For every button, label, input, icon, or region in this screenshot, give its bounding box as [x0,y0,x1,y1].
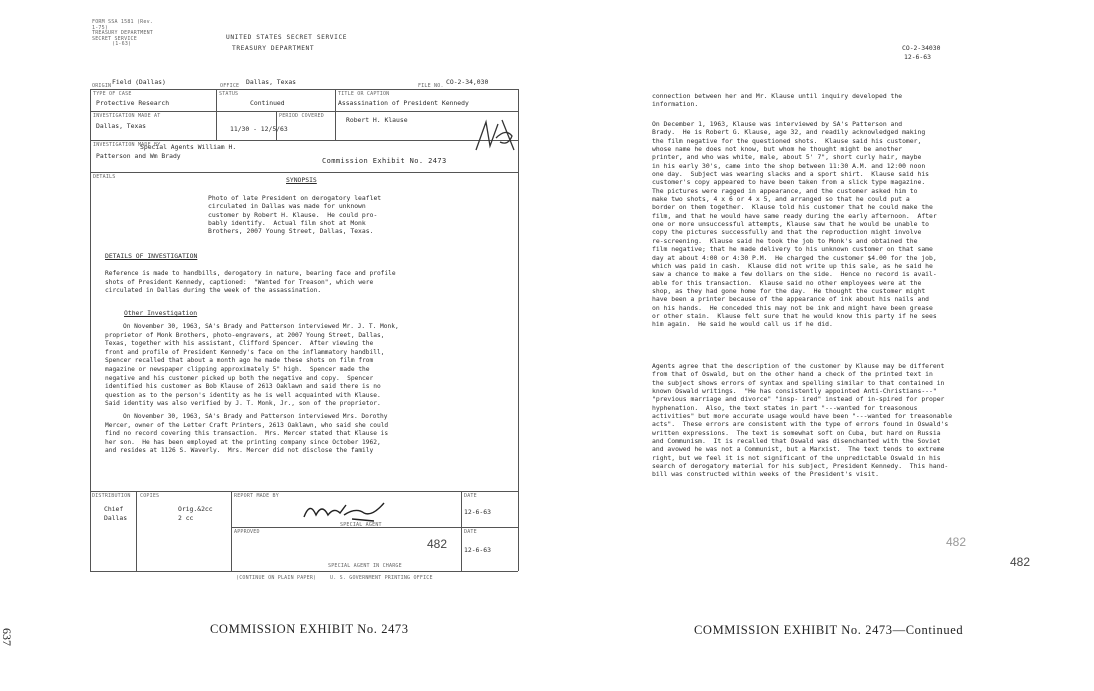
agent-signature [300,497,390,525]
details-line: shots of President Kennedy, captioned: "Wanted for Treason", which were [105,278,374,286]
other-investigation-heading: Other Investigation [124,309,198,317]
synopsis-line: Photo of late President on derogatory leaflet [208,194,382,202]
body-line: Said identity was also verified by J. T. Monk, Jr., son of the proprietor. [105,400,381,408]
office-value: Dallas, Texas [246,78,297,86]
synopsis-line: circulated in Dallas was made for unknown [208,202,366,211]
right-line: search of derogatory material for his subject, President Kennedy. This hand- [652,462,949,471]
right-line: have been a printer because of the appearance of ink about his nails and [652,295,930,304]
agency-title: UNITED STATES SECRET SERVICE [226,34,348,41]
right-line: On December 1, 1963, Klause was interviewed by SA's Patterson and [652,120,903,128]
right-document-page [540,0,1094,691]
investigation-made-by-label: INVESTIGATION MADE BY [93,142,161,148]
right-line: customer's copy appeared to have been taken from a slick type magazine. [652,178,926,187]
right-line: the film negative for the questioned shots. Klause said his customer, [652,136,922,145]
date-label-2: DATE [464,529,477,535]
right-line: Brady. He is Robert G. Klause, age 32, and readily acknowledged making [652,128,926,137]
footer-col-1 [136,491,137,571]
details-heading: DETAILS OF INVESTIGATION [105,252,198,260]
body-line: Texas, together with his assistant, Clifford Spencer. After viewing the [105,340,374,348]
office-label: OFFICE [220,83,240,89]
right-line: copy the pictures successfully and that the reproduction might involve [652,228,922,237]
details-line: Reference is made to handbills, derogatory in nature, bearing face and profile [105,270,396,277]
details-label: DETAILS [93,174,116,180]
footer-bottom-border [90,571,518,572]
right-intro [652,92,902,109]
right-line: written expressions. The text is somewhat soft on Cuba, but hard on Russia [652,428,941,437]
right-line: border on them together. Klause told his customer that he could make the [652,203,933,212]
form-top-border [90,89,518,90]
synopsis-block [208,194,381,236]
right-line: connection between her and Mr. Klause until inquiry developed the [652,92,903,100]
right-line: whose name he does not know, but whom he thought might be another [652,145,903,154]
right-line: acts". These errors are consistent with the type of errors found in Oswald's [652,420,949,429]
body-line: question as to the person's identity as he is well acquainted with Klause. [105,391,381,399]
body-line: On November 30, 1963, SA's Brady and Patterson interviewed Mr. J. T. Monk, [123,323,399,330]
title-caption-value: Assassination of President Kennedy [338,99,469,107]
right-line: day at about 4:00 or 4:30 P.M. He charged the customer $4.00 for the job, [652,253,937,262]
form-seal-block [92,20,162,48]
right-line: "previous marriage and divorce" "insp- ired" instead of in-spired for proper [652,395,945,404]
synopsis-line: bably identify. Actual film shot at Monk [208,219,366,228]
report-made-by-label: REPORT MADE BY [234,493,279,499]
right-line: known Oswald writings. "He has consistently appointed Anti-Christians---" [652,387,937,396]
commission-exhibit-stamp: Commission Exhibit No. 2473 [322,157,447,165]
date-label-1: DATE [464,493,477,499]
right-line: one or more unsuccessful attempts, Klause saw that he would be unable to [652,220,930,229]
right-line: or other stain. Klause felt sure that he would know this party if he sees [652,311,937,320]
approved-label: APPROVED [234,529,260,535]
right-analysis-paragraph [652,362,952,479]
details-line: circulated in Dallas during the week of the assassination. [105,287,322,295]
footer-col-3 [461,491,462,571]
approved-number: 482 [427,537,448,551]
origin-value: Field (Dallas) [112,78,166,86]
right-line: Agents agree that the description of the customer by Klause may be different [652,362,945,370]
footer-col-2 [231,491,232,571]
type-of-case-label: TYPE OF CASE [93,91,132,97]
investigation-made-at-label: INVESTIGATION MADE AT [93,113,161,119]
right-line: printer, and who was white, male, about 5' 7", short curly hair, maybe [652,153,922,162]
file-no-value: CO-2-34,030 [446,78,489,86]
form-right-border [518,89,519,571]
special-agent-label: SPECIAL AGENT [340,522,382,528]
body-line: and resides at 1126 S. Waverly. Mrs. Mercer did not disclose the family [105,447,374,455]
right-page-number: 482 [1010,555,1031,569]
continue-note: (CONTINUE ON PLAIN PAPER) [236,575,317,581]
synopsis-line: customer by Robert H. Klause. He could pro- [208,210,378,219]
right-line: information. [652,100,699,109]
form-row-divider-3 [90,172,518,173]
right-line: shop, as they had gone home for the day. He thought the customer might [652,286,926,295]
investigation-made-by-value-2: Patterson and Wm Brady [96,152,181,160]
subject-name: Robert H. Klause [346,116,408,124]
left-exhibit-caption: COMMISSION EXHIBIT No. 2473 [210,622,409,636]
status-label: STATUS [219,91,239,97]
footer-top-border [90,491,518,492]
date-value-2: 12-6-63 [464,546,491,554]
right-line: The pictures were ragged in appearance, and the customer asked him to [652,186,918,195]
right-line: film negative; that he made delivery to his unknown customer on that same [652,245,933,254]
right-line: which was paid in cash. Klause did not write up this sale, as he said he [652,261,933,270]
form-row-divider-1 [90,111,518,112]
title-caption-label: TITLE OR CAPTION [338,91,390,97]
reviewer-initials-mark [472,116,518,154]
right-line: saw a chance to make a few dollars on the side. Hence no record is avail- [652,270,937,279]
right-line: and Communism. It is recalled that Oswald was disenchanted with the Soviet [652,437,941,446]
body-line: find no record covering this transaction. Mrs. Mercer stated that Klause is [105,430,389,438]
period-covered-value: 11/30 - 12/5/63 [230,125,288,133]
body-line: her son. He has been employed at the printing company since October 1962, [105,438,381,446]
distribution-chief: Chief [104,505,124,513]
special-agent-in-charge-label: SPECIAL AGENT IN CHARGE [328,563,402,569]
distribution-dallas: Dallas [104,514,128,522]
right-date: 12-6-63 [904,53,931,61]
right-line: from that of Oswald, but on the other hand a check of the printed text in [652,370,933,379]
body-line: negative and his customer picked up both the negative and copy. Spencer [105,374,374,382]
body-line: Spencer recalled that about a month ago he made these shots on film from [105,357,374,365]
form-left-border [90,89,91,571]
right-file-number: CO-2-34030 [902,44,941,52]
investigation-made-at-value: Dallas, Texas [96,122,147,130]
right-line: film, and that he would have same ready during the early afternoon. After [652,211,937,220]
body-line: Mercer, owner of the Letter Craft Printers, 2613 Oaklawn, who said she could [105,421,389,429]
seal-line-2: TREASURY DEPARTMENT [92,30,153,37]
file-no-label: FILE NO. [418,83,444,89]
right-line: re-screening. Klause said he took the job to Monk's and obtained the [652,236,918,245]
left-document-page [0,0,540,691]
details-block [105,270,396,296]
paragraph-monk-interview [105,323,399,409]
copies-chief: Orig.&2cc [178,505,213,513]
right-line: bill was constructed within weeks of the President's visit. [652,470,880,479]
status-value: Continued [250,99,285,107]
faint-page-number: 482 [946,535,967,549]
seal-line-4: (1-63) [112,41,132,48]
synopsis-line: Brothers, 2007 Young Street, Dallas, Texas. [208,227,374,236]
body-line: On November 30, 1963, SA's Brady and Patterson interviewed Mrs. Dorothy [123,413,388,420]
right-line: hyphenation. Also, the text states in part "---wanted for treasonous [652,403,918,412]
type-of-case-value: Protective Research [96,99,170,107]
body-line: proprietor of Monk Brothers, photo-engravers, at 2007 Young Street, Dallas, [105,331,385,339]
form-row-divider-2 [90,140,518,141]
seal-line-1: FORM SSA 1581 (Rev. 1-75) [92,19,153,31]
right-line: activities" but more accurate usage would have been "---wanted for treasonable [652,412,953,421]
right-line: him again. He said he would call us if he did. [652,320,833,329]
right-line: one day. Subject was wearing slacks and a sport shirt. Klause said his [652,170,930,179]
right-line: able for this transaction. Klause said no other employees were at the [652,278,922,287]
period-covered-label: PERIOD COVERED [279,113,324,119]
department-title: TREASURY DEPARTMENT [232,45,315,52]
right-line: and avowed he was not a Communist, but a Marxist. The text tends to extreme [652,445,945,454]
date-value-1: 12-6-63 [464,508,491,516]
print-office-note: U. S. GOVERNMENT PRINTING OFFICE [330,575,433,581]
body-line: identified his customer as Bob Klause of 2613 Oaklawn and said there is no [105,383,381,391]
right-klause-interview [652,120,937,329]
right-line: right, but we feel it is not significant of the unpredictable Oswald in his [652,453,941,462]
seal-line-3: SECRET SERVICE [92,35,137,42]
body-line: front and profile of President Kennedy's face on the inflammatory handbill, [105,348,385,356]
copies-dallas: 2 cc [178,514,194,522]
right-line: in his early 30's, came into the shop between 11:30 A.M. and 12:00 noon [652,161,926,170]
copies-label: COPIES [140,493,160,499]
paragraph-mercer-interview [105,413,388,456]
form-col-divider-2 [335,89,336,140]
origin-label: ORIGIN [92,83,112,89]
body-line: magazine or newspaper clipping approximately 5" high. Spencer made the [105,365,370,373]
right-exhibit-caption: COMMISSION EXHIBIT No. 2473—Continued [694,623,964,637]
synopsis-heading: SYNOPSIS [286,176,317,184]
form-col-divider-1 [216,89,217,140]
right-line: the subject shows errors of syntax and spelling similar to that contained in [652,378,945,387]
side-page-number: 637 [0,628,14,646]
right-line: make two shots, 4 x 6 or 4 x 5, and arranged so that he could put a [652,195,910,204]
right-line: on his hands. He conceded this may not be ink and might have been grease [652,303,933,312]
distribution-label: DISTRIBUTION [92,493,131,499]
investigation-made-by-value-1: Special Agents William H. [140,143,237,151]
